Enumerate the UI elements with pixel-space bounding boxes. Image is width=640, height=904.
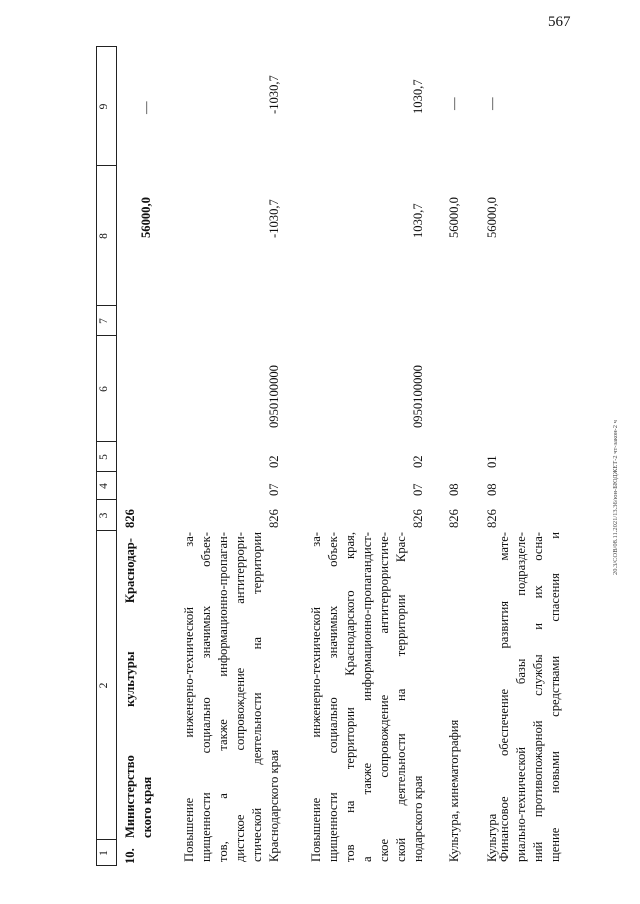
header-col-7: 7 [98,318,110,324]
cell-amount: 56000,0 [447,197,461,238]
cell-section: 07 [411,483,425,496]
cell-subsection: 01 [485,455,499,468]
table-header-rule [116,46,117,866]
header-col-2: 2 [98,682,110,689]
cell-amount-2: — [485,97,499,110]
description-line: щищенности социально значимых объек- [199,532,213,862]
description-line: ского края [140,776,154,838]
description-line: ское сопровождение антитеррористиче- [377,532,391,862]
row-number: 10. [123,848,137,864]
cell-ministry-code: 826 [123,509,137,528]
cell-amount: 56000,0 [485,197,499,238]
description-line: Краснодарского края [267,749,281,862]
cell-amount-2: — [447,97,461,110]
header-col-3: 3 [98,512,110,519]
cell-target-article: 0950100000 [267,365,281,428]
description-line: Министерство культуры Краснодар- [123,538,137,838]
description-line: щищенности социально значимых объек- [326,532,340,862]
row-description [122,538,156,838]
description-line: Повышение инженерно-технической за- [309,532,323,862]
description-line: ний противопожарной службы и их осна- [531,532,545,862]
header-col-1: 1 [98,850,110,856]
cell-subsection: 02 [267,455,281,468]
budget-table [96,46,566,866]
cell-target-article: 0950100000 [411,365,425,428]
description-line: тов, а также информационно-пропаган- [216,532,230,862]
cell-amount: 56000,0 [139,197,153,238]
description-line: ской деятельности на территории Крас- [394,532,408,862]
description-line: дистское сопровождение антитеррори- [233,532,247,862]
cell-ministry-code: 826 [411,509,425,528]
cell-ministry-code: 826 [447,509,461,528]
cell-amount-2: — [139,101,153,114]
description-line: Финансовое обеспечение развития мате- [497,532,511,862]
cell-ministry-code: 826 [267,509,281,528]
cell-section: 08 [485,483,499,496]
cell-ministry-code: 826 [485,509,499,528]
cell-subsection: 02 [411,455,425,468]
header-col-8: 8 [98,233,110,239]
header-col-6: 6 [98,386,110,392]
header-col-4: 4 [98,483,110,489]
description-line: риально-технической базы подразделе- [514,532,528,862]
row-description [181,532,283,862]
cell-amount: -1030,7 [267,199,281,238]
row-description: Культура [485,813,499,862]
header-col-9: 9 [98,103,110,110]
side-document-code: 20.3/СОВ/08.11.2021/13.36/юн-БЮДЖЕТ-2 чт-закон-2 ч [612,420,619,575]
cell-section: 08 [447,483,461,496]
description-line: стической деятельности на территории [250,532,264,862]
cell-section: 07 [267,483,281,496]
cell-amount-2: -1030,7 [267,75,281,114]
description-line: тов на территории Краснодарского края, [343,532,357,862]
row-description [308,532,427,862]
description-line: Повышение инженерно-технической за- [182,532,196,862]
cell-amount: 1030,7 [411,203,425,238]
header-col-5: 5 [98,454,110,460]
page-number: 567 [548,14,571,30]
description-line: а также информационно-пропагандист- [360,532,374,862]
description-line: нодарского края [411,775,425,862]
description-line: щение новыми средствами спасения и [548,532,562,862]
cell-amount-2: 1030,7 [411,79,425,114]
row-description [496,532,564,862]
row-description: Культура, кинематография [447,719,461,862]
